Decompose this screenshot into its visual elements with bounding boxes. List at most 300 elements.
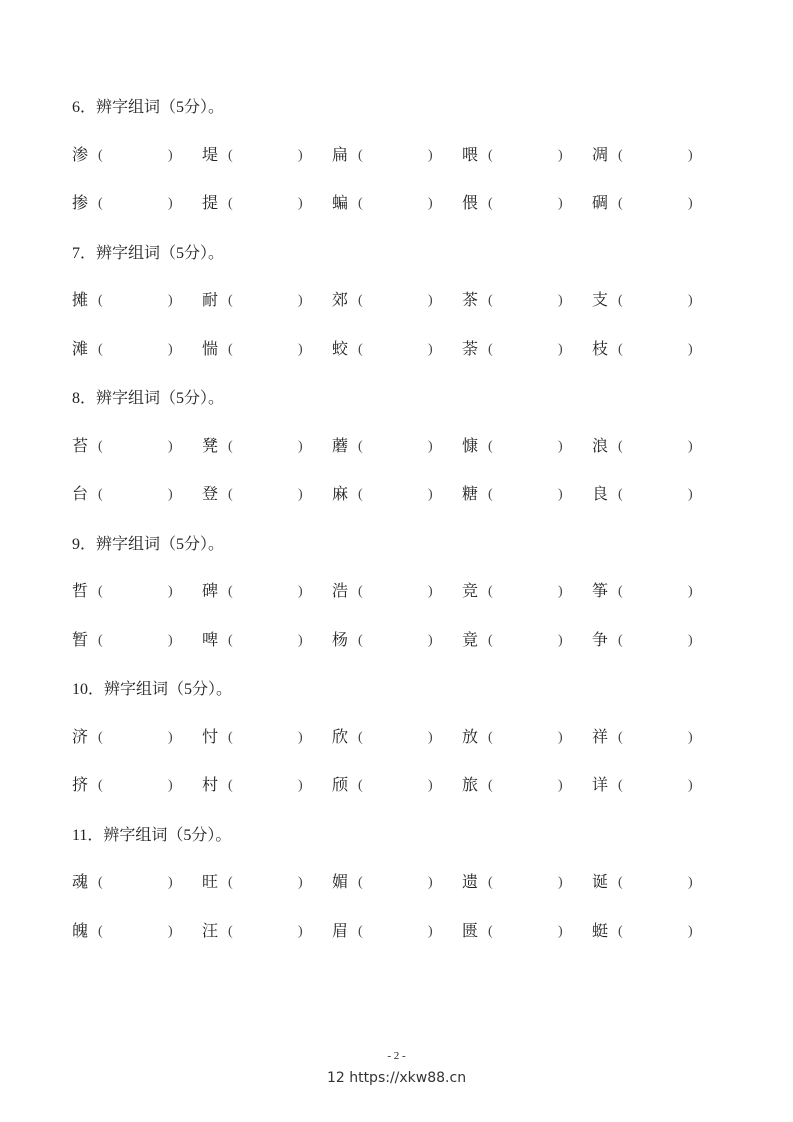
target-character: 蛟	[332, 340, 349, 358]
close-paren: )	[688, 487, 693, 502]
open-paren: (	[488, 632, 493, 648]
word-item	[202, 145, 332, 167]
open-paren: (	[98, 778, 103, 793]
open-paren: (	[488, 438, 493, 454]
open-paren: (	[228, 341, 233, 357]
answer-blank[interactable]	[112, 923, 162, 941]
close-paren: )	[298, 875, 303, 890]
word-item	[332, 630, 462, 652]
open-paren: (	[488, 923, 493, 939]
target-character: 筝	[592, 583, 609, 600]
open-paren: (	[98, 923, 103, 939]
open-paren: (	[488, 584, 493, 599]
open-paren: (	[488, 729, 493, 745]
target-character: 支	[592, 292, 609, 309]
open-paren: (	[358, 341, 363, 357]
target-character: 蜓	[592, 922, 609, 940]
target-character: 忖	[202, 728, 219, 746]
open-paren: (	[358, 147, 363, 163]
close-paren: )	[558, 632, 563, 648]
answer-blank[interactable]	[242, 147, 292, 165]
open-paren: (	[228, 923, 233, 939]
target-character: 欣	[332, 728, 349, 746]
target-character: 登	[202, 486, 219, 503]
word-item	[592, 727, 722, 749]
target-character: 浪	[592, 437, 609, 455]
open-paren: (	[228, 632, 233, 648]
answer-blank[interactable]	[372, 195, 422, 213]
open-paren: (	[98, 487, 103, 502]
target-character: 摊	[72, 292, 89, 309]
answer-blank[interactable]	[242, 777, 292, 795]
word-item	[202, 193, 332, 215]
section-heading: 11．辨字组词（5分）。	[72, 826, 232, 844]
close-paren: )	[558, 196, 563, 211]
word-item	[332, 193, 462, 215]
close-paren: )	[688, 923, 693, 939]
close-paren: )	[558, 923, 563, 939]
close-paren: )	[298, 778, 303, 793]
answer-blank[interactable]	[502, 292, 552, 310]
target-character: 暂	[72, 631, 89, 649]
close-paren: )	[558, 584, 563, 599]
word-row	[72, 339, 712, 361]
section-heading: 6．辨字组词（5分）。	[72, 99, 225, 116]
close-paren: )	[688, 778, 693, 793]
open-paren: (	[488, 293, 493, 308]
word-item	[592, 581, 722, 603]
open-paren: (	[98, 875, 103, 890]
close-paren: )	[688, 729, 693, 745]
close-paren: )	[298, 632, 303, 648]
close-paren: )	[298, 147, 303, 163]
answer-blank[interactable]	[372, 874, 422, 892]
answer-blank[interactable]	[242, 874, 292, 892]
open-paren: (	[98, 584, 103, 599]
answer-blank[interactable]	[632, 583, 682, 601]
close-paren: )	[168, 147, 173, 163]
section-heading: 7．辨字组词（5分）。	[72, 244, 225, 262]
word-item	[72, 775, 202, 797]
target-character: 诞	[592, 874, 609, 891]
answer-blank[interactable]	[632, 729, 682, 747]
close-paren: )	[168, 632, 173, 648]
open-paren: (	[358, 778, 363, 793]
word-item	[202, 436, 332, 458]
target-character: 蝙	[332, 195, 349, 212]
answer-blank[interactable]	[242, 583, 292, 601]
target-character: 慷	[462, 437, 479, 455]
target-character: 哲	[72, 583, 89, 600]
target-character: 郊	[332, 292, 349, 309]
open-paren: (	[358, 584, 363, 599]
answer-blank[interactable]	[112, 632, 162, 650]
open-paren: (	[488, 778, 493, 793]
close-paren: )	[428, 729, 433, 745]
answer-blank[interactable]	[242, 632, 292, 650]
open-paren: (	[618, 293, 623, 308]
target-character: 颀	[332, 777, 349, 794]
word-item	[462, 630, 592, 652]
target-character: 掺	[72, 195, 89, 212]
word-item	[462, 339, 592, 361]
answer-blank[interactable]	[112, 874, 162, 892]
word-item	[592, 436, 722, 458]
open-paren: (	[98, 341, 103, 357]
word-item	[462, 872, 592, 894]
target-character: 堤	[202, 146, 219, 164]
close-paren: )	[558, 147, 563, 163]
word-row	[72, 145, 712, 167]
open-paren: (	[228, 778, 233, 793]
close-paren: )	[688, 438, 693, 454]
open-paren: (	[358, 729, 363, 745]
word-item	[202, 727, 332, 749]
close-paren: )	[298, 923, 303, 939]
word-row	[72, 921, 712, 943]
open-paren: (	[618, 147, 623, 163]
open-paren: (	[358, 196, 363, 211]
word-item	[462, 145, 592, 167]
open-paren: (	[228, 196, 233, 211]
answer-blank[interactable]	[242, 486, 292, 504]
answer-blank[interactable]	[242, 292, 292, 310]
answer-blank[interactable]	[242, 341, 292, 359]
answer-blank[interactable]	[502, 632, 552, 650]
answer-blank[interactable]	[112, 438, 162, 456]
word-item	[332, 727, 462, 749]
section-heading: 10．辨字组词（5分）。	[72, 681, 233, 698]
word-item	[202, 339, 332, 361]
target-character: 眉	[332, 922, 349, 940]
word-item	[592, 872, 722, 894]
word-item	[462, 484, 592, 506]
word-row	[72, 727, 712, 749]
watermark-url: 12 https://xkw88.cn	[326, 1070, 467, 1086]
answer-blank[interactable]	[372, 486, 422, 504]
word-row	[72, 436, 712, 458]
answer-blank[interactable]	[372, 438, 422, 456]
close-paren: )	[428, 923, 433, 939]
open-paren: (	[358, 875, 363, 890]
close-paren: )	[558, 487, 563, 502]
close-paren: )	[688, 875, 693, 890]
close-paren: )	[298, 293, 303, 308]
word-row	[72, 484, 712, 506]
word-item	[592, 145, 722, 167]
target-character: 旅	[462, 777, 479, 794]
target-character: 济	[72, 728, 89, 746]
target-character: 糖	[462, 486, 479, 503]
word-item	[592, 630, 722, 652]
close-paren: )	[168, 487, 173, 502]
word-item	[462, 581, 592, 603]
word-item	[332, 872, 462, 894]
word-item	[202, 921, 332, 943]
target-character: 村	[202, 777, 219, 794]
word-item	[202, 581, 332, 603]
word-item	[592, 290, 722, 312]
close-paren: )	[168, 875, 173, 890]
target-character: 耐	[202, 292, 219, 309]
open-paren: (	[488, 875, 493, 890]
target-character: 争	[592, 631, 609, 649]
word-item	[72, 872, 202, 894]
answer-blank[interactable]	[112, 486, 162, 504]
target-character: 麻	[332, 486, 349, 503]
target-character: 蘑	[332, 437, 349, 455]
target-character: 扁	[332, 146, 349, 164]
word-item	[72, 630, 202, 652]
open-paren: (	[98, 438, 103, 454]
target-character: 祥	[592, 728, 609, 746]
word-item	[462, 921, 592, 943]
word-item	[202, 484, 332, 506]
close-paren: )	[168, 923, 173, 939]
close-paren: )	[168, 584, 173, 599]
answer-blank[interactable]	[502, 438, 552, 456]
word-row	[72, 872, 712, 894]
close-paren: )	[428, 875, 433, 890]
close-paren: )	[298, 729, 303, 745]
open-paren: (	[358, 923, 363, 939]
close-paren: )	[428, 438, 433, 454]
open-paren: (	[98, 293, 103, 308]
open-paren: (	[618, 487, 623, 502]
close-paren: )	[558, 438, 563, 454]
target-character: 提	[202, 195, 219, 212]
target-character: 竞	[462, 583, 479, 600]
word-row	[72, 630, 712, 652]
close-paren: )	[298, 341, 303, 357]
word-item	[72, 484, 202, 506]
open-paren: (	[228, 729, 233, 745]
answer-blank[interactable]	[632, 777, 682, 795]
close-paren: )	[168, 341, 173, 357]
close-paren: )	[428, 341, 433, 357]
answer-blank[interactable]	[372, 341, 422, 359]
word-item	[592, 484, 722, 506]
close-paren: )	[428, 293, 433, 308]
close-paren: )	[688, 341, 693, 357]
word-item	[592, 921, 722, 943]
target-character: 碉	[592, 195, 609, 212]
word-item	[592, 193, 722, 215]
answer-blank[interactable]	[242, 438, 292, 456]
close-paren: )	[168, 729, 173, 745]
target-character: 凋	[592, 146, 609, 164]
word-item	[332, 581, 462, 603]
answer-blank[interactable]	[242, 195, 292, 213]
word-item	[462, 436, 592, 458]
close-paren: )	[688, 584, 693, 599]
close-paren: )	[688, 293, 693, 308]
word-item	[332, 775, 462, 797]
close-paren: )	[558, 341, 563, 357]
target-character: 放	[462, 728, 479, 746]
open-paren: (	[228, 875, 233, 890]
open-paren: (	[228, 487, 233, 502]
open-paren: (	[228, 293, 233, 308]
open-paren: (	[618, 875, 623, 890]
answer-blank[interactable]	[112, 292, 162, 310]
answer-blank[interactable]	[372, 147, 422, 165]
word-item	[332, 436, 462, 458]
open-paren: (	[358, 438, 363, 454]
answer-blank[interactable]	[502, 195, 552, 213]
word-item	[72, 339, 202, 361]
answer-blank[interactable]	[502, 486, 552, 504]
answer-blank[interactable]	[632, 874, 682, 892]
open-paren: (	[358, 487, 363, 502]
close-paren: )	[428, 632, 433, 648]
target-character: 枝	[592, 340, 609, 358]
target-character: 魂	[72, 874, 89, 891]
word-item	[202, 290, 332, 312]
target-character: 啤	[202, 631, 219, 649]
open-paren: (	[618, 923, 623, 939]
word-item	[202, 630, 332, 652]
answer-blank[interactable]	[502, 729, 552, 747]
target-character: 遗	[462, 874, 479, 891]
target-character: 旺	[202, 874, 219, 891]
answer-blank[interactable]	[632, 195, 682, 213]
answer-blank[interactable]	[372, 632, 422, 650]
answer-blank[interactable]	[372, 777, 422, 795]
close-paren: )	[558, 875, 563, 890]
close-paren: )	[298, 438, 303, 454]
answer-blank[interactable]	[112, 147, 162, 165]
close-paren: )	[168, 438, 173, 454]
target-character: 碑	[202, 583, 219, 600]
open-paren: (	[618, 438, 623, 454]
close-paren: )	[168, 293, 173, 308]
word-item	[592, 775, 722, 797]
answer-blank[interactable]	[112, 777, 162, 795]
target-character: 苔	[72, 437, 89, 455]
answer-blank[interactable]	[112, 583, 162, 601]
word-item	[202, 775, 332, 797]
target-character: 台	[72, 486, 89, 503]
answer-blank[interactable]	[112, 729, 162, 747]
target-character: 挤	[72, 777, 89, 794]
close-paren: )	[688, 196, 693, 211]
answer-blank[interactable]	[372, 729, 422, 747]
word-item	[332, 921, 462, 943]
word-item	[332, 145, 462, 167]
target-character: 杨	[332, 631, 349, 649]
word-item	[72, 921, 202, 943]
open-paren: (	[228, 584, 233, 599]
answer-blank[interactable]	[372, 583, 422, 601]
open-paren: (	[228, 438, 233, 454]
answer-blank[interactable]	[632, 923, 682, 941]
target-character: 惴	[202, 340, 219, 358]
answer-blank[interactable]	[502, 874, 552, 892]
close-paren: )	[298, 487, 303, 502]
target-character: 喂	[462, 146, 479, 164]
answer-blank[interactable]	[372, 923, 422, 941]
answer-blank[interactable]	[632, 147, 682, 165]
answer-blank[interactable]	[242, 729, 292, 747]
close-paren: )	[688, 147, 693, 163]
target-character: 偎	[462, 195, 479, 212]
close-paren: )	[168, 778, 173, 793]
answer-blank[interactable]	[502, 341, 552, 359]
word-item	[72, 145, 202, 167]
open-paren: (	[488, 341, 493, 357]
answer-blank[interactable]	[502, 583, 552, 601]
target-character: 详	[592, 777, 609, 794]
answer-blank[interactable]	[502, 923, 552, 941]
word-item	[202, 872, 332, 894]
answer-blank[interactable]	[112, 195, 162, 213]
target-character: 良	[592, 486, 609, 503]
target-character: 匮	[462, 922, 479, 940]
open-paren: (	[98, 147, 103, 163]
word-item	[462, 193, 592, 215]
open-paren: (	[618, 341, 623, 357]
section-heading: 9．辨字组词（5分）。	[72, 535, 225, 553]
word-item	[332, 484, 462, 506]
answer-blank[interactable]	[502, 147, 552, 165]
target-character: 浩	[332, 583, 349, 600]
open-paren: (	[488, 196, 493, 211]
word-item	[72, 727, 202, 749]
word-row	[72, 581, 712, 603]
close-paren: )	[428, 487, 433, 502]
word-item	[462, 290, 592, 312]
word-item	[332, 339, 462, 361]
open-paren: (	[488, 487, 493, 502]
open-paren: (	[98, 729, 103, 745]
target-character: 魄	[72, 922, 89, 940]
close-paren: )	[298, 196, 303, 211]
target-character: 凳	[202, 437, 219, 455]
close-paren: )	[168, 196, 173, 211]
answer-blank[interactable]	[632, 486, 682, 504]
target-character: 渗	[72, 146, 89, 164]
close-paren: )	[688, 632, 693, 648]
close-paren: )	[558, 729, 563, 745]
target-character: 汪	[202, 922, 219, 940]
page-number: - 2 -	[387, 1050, 406, 1062]
answer-blank[interactable]	[372, 292, 422, 310]
word-item	[72, 581, 202, 603]
word-item	[592, 339, 722, 361]
target-character: 荼	[462, 340, 479, 358]
answer-blank[interactable]	[112, 341, 162, 359]
section-heading: 8．辨字组词（5分）。	[72, 390, 225, 407]
answer-blank[interactable]	[242, 923, 292, 941]
answer-blank[interactable]	[632, 292, 682, 310]
target-character: 滩	[72, 340, 89, 358]
open-paren: (	[618, 584, 623, 599]
close-paren: )	[298, 584, 303, 599]
open-paren: (	[98, 632, 103, 648]
answer-blank[interactable]	[632, 632, 682, 650]
answer-blank[interactable]	[502, 777, 552, 795]
answer-blank[interactable]	[632, 341, 682, 359]
open-paren: (	[618, 196, 623, 211]
target-character: 竟	[462, 631, 479, 649]
close-paren: )	[558, 778, 563, 793]
word-item	[72, 193, 202, 215]
word-row	[72, 290, 712, 312]
open-paren: (	[618, 729, 623, 745]
open-paren: (	[488, 147, 493, 163]
answer-blank[interactable]	[632, 438, 682, 456]
